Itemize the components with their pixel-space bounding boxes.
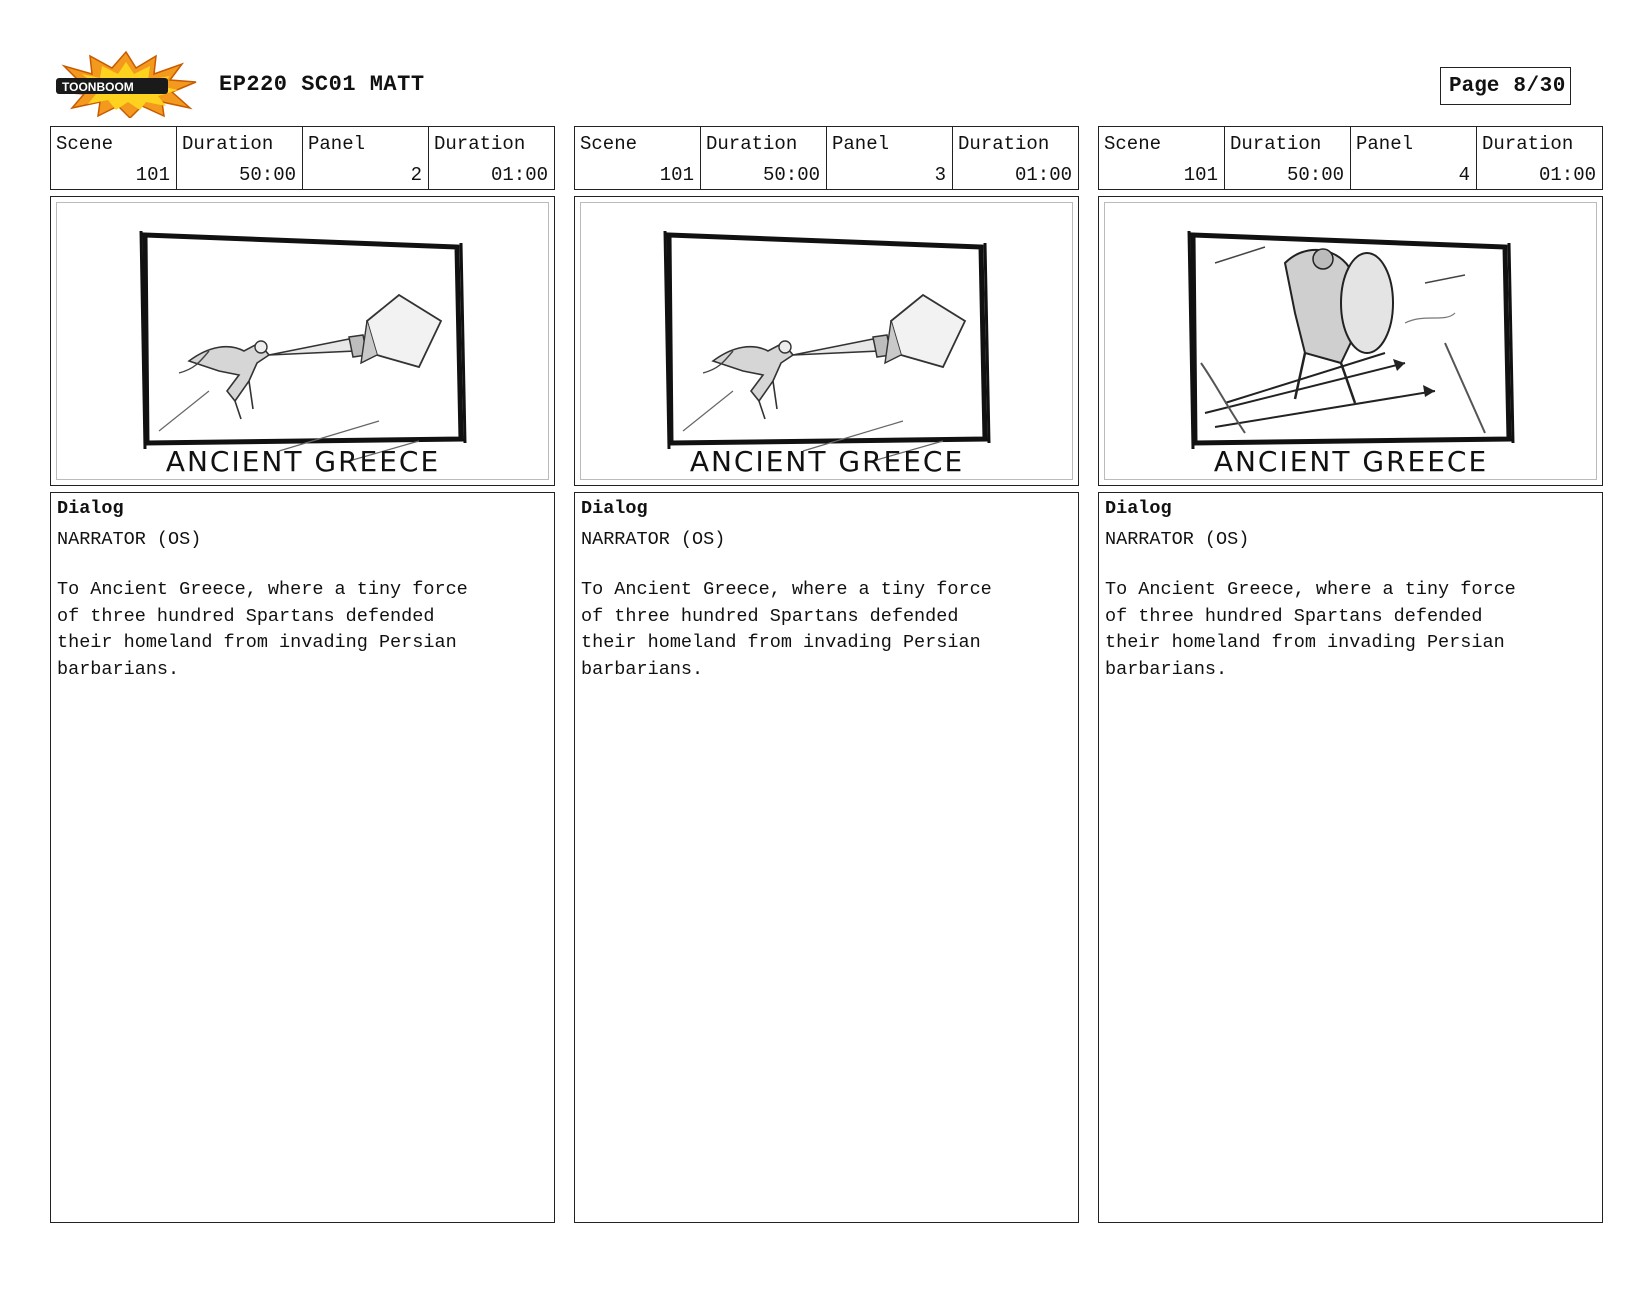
dialog-box xyxy=(50,492,555,1223)
dialog-line: To Ancient Greece, where a tiny force xyxy=(57,579,468,600)
dialog-line: their homeland from invading Persian xyxy=(57,632,457,653)
dialog-box xyxy=(574,492,1079,1223)
panel-label: Panel xyxy=(308,133,366,155)
panel-duration-label: Duration xyxy=(1482,133,1574,155)
panel-info-bar xyxy=(1098,126,1603,190)
dialog-line: their homeland from invading Persian xyxy=(1105,632,1505,653)
storyboard-panel-4 xyxy=(1098,126,1603,1223)
dialog-line: barbarians. xyxy=(1105,658,1228,680)
panel-info-bar xyxy=(574,126,1079,190)
document-title: EP220 SC01 MATT xyxy=(219,72,425,97)
storyboard-panel-3 xyxy=(574,126,1079,1223)
dialog-line: To Ancient Greece, where a tiny force xyxy=(581,579,992,600)
scene-value: 101 xyxy=(135,164,170,186)
sketch-image xyxy=(581,203,1073,480)
panel-duration-value: 01:00 xyxy=(1014,164,1072,186)
frame-caption: ANCIENT GREECE xyxy=(1213,445,1489,478)
panel-value: 2 xyxy=(410,164,422,186)
panel-value: 4 xyxy=(1458,164,1470,186)
page-number: 8/30 xyxy=(1513,74,1566,98)
duration-label: Duration xyxy=(706,133,798,155)
panel-info-bar xyxy=(50,126,555,190)
scene-value: 101 xyxy=(1183,164,1218,186)
logo-text: TOONBOOM xyxy=(62,80,134,94)
scene-label: Scene xyxy=(56,133,114,155)
storyboard-frame xyxy=(50,196,555,486)
scene-label: Scene xyxy=(1104,133,1162,155)
dialog-line: To Ancient Greece, where a tiny force xyxy=(1105,579,1516,600)
scene-label: Scene xyxy=(580,133,638,155)
dialog-heading: Dialog xyxy=(1105,498,1172,519)
dialog-speaker: NARRATOR (OS) xyxy=(57,529,202,550)
dialog-box xyxy=(1098,492,1603,1223)
duration-value: 50:00 xyxy=(1286,164,1344,186)
duration-value: 50:00 xyxy=(762,164,820,186)
duration-label: Duration xyxy=(182,133,274,155)
panel-label: Panel xyxy=(1356,133,1414,155)
page-label: Page xyxy=(1449,74,1500,98)
panel-duration-value: 01:00 xyxy=(1538,164,1596,186)
storyboard-panel-2 xyxy=(50,126,555,1223)
duration-value: 50:00 xyxy=(238,164,296,186)
scene-value: 101 xyxy=(659,164,694,186)
panel-duration-label: Duration xyxy=(434,133,526,155)
panel-label: Panel xyxy=(832,133,890,155)
sketch-image xyxy=(1105,203,1597,480)
toonboom-logo xyxy=(54,50,198,118)
page-indicator xyxy=(1440,67,1571,105)
storyboard-frame xyxy=(1098,196,1603,486)
dialog-speaker: NARRATOR (OS) xyxy=(581,529,726,550)
dialog-heading: Dialog xyxy=(57,498,124,519)
dialog-line: barbarians. xyxy=(581,658,704,680)
dialog-line: of three hundred Spartans defended xyxy=(57,605,435,627)
dialog-heading: Dialog xyxy=(581,498,648,519)
dialog-speaker: NARRATOR (OS) xyxy=(1105,529,1250,550)
dialog-line: barbarians. xyxy=(57,658,180,680)
dialog-line: of three hundred Spartans defended xyxy=(581,605,959,627)
dialog-line: their homeland from invading Persian xyxy=(581,632,981,653)
dialog-line: of three hundred Spartans defended xyxy=(1105,605,1483,627)
panel-value: 3 xyxy=(934,164,946,186)
panel-duration-label: Duration xyxy=(958,133,1050,155)
sketch-image xyxy=(57,203,549,480)
storyboard-frame xyxy=(574,196,1079,486)
frame-caption: ANCIENT GREECE xyxy=(165,445,441,478)
panel-duration-value: 01:00 xyxy=(490,164,548,186)
duration-label: Duration xyxy=(1230,133,1322,155)
frame-caption: ANCIENT GREECE xyxy=(689,445,965,478)
